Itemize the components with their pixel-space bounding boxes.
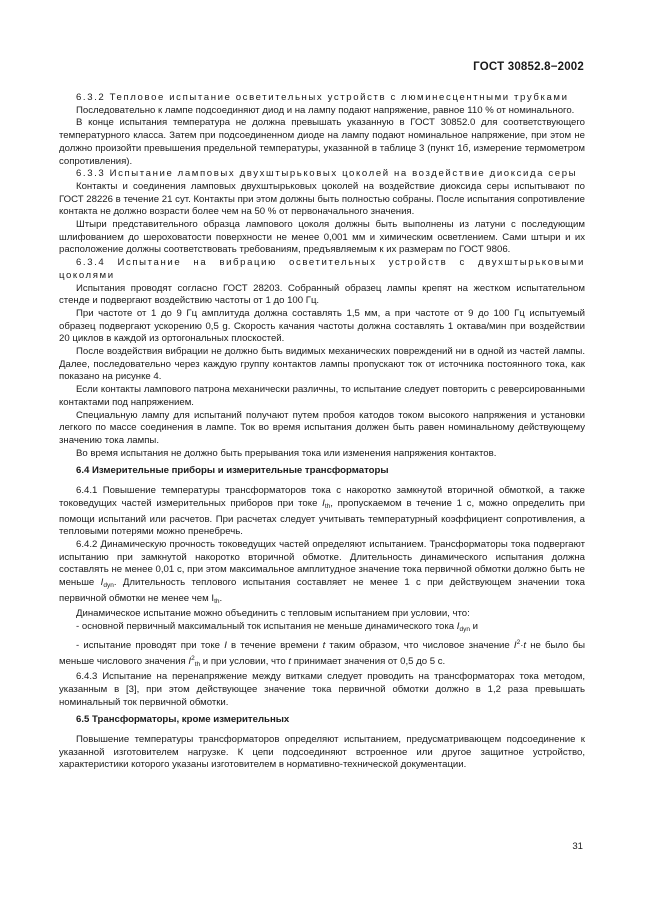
standard-header: ГОСТ 30852.8−2002 [473, 61, 584, 73]
paragraph: Специальную лампу для испытаний получают путем пробоя катодов током высокого напряжения и установки легкого по массе соединения в лампе. Ток во время испытания должен быть равен номинальному действующему значению тока лампы. [59, 409, 585, 446]
section-heading-6-4: 6.4 Измерительные приборы и измерительные трансформаторы [76, 465, 389, 477]
paragraph: Штыри представительного образца лампового цоколя должны быть выполнены из латуни с последующим шлифованием до шероховатости поверхности не менее 0,001 мм и химическим осветлением. Сами штыри и их расположение должны соответствовать требованиям, предъявляемым к их размерам по ГОСТ 9806. [59, 219, 585, 256]
list-item: - испытание проводят при токе I в течение времени t таким образом, что числовое значение $I^2\cdot t$ не было бы меньше числового значения $I^2_{th}$ и при условии, что t принимает значения от 0,5 до 5 с. [59, 638, 586, 668]
subsection-heading-6-3-2: 6.3.2 Тепловое испытание осветительных устройств с люминесцентными трубками [76, 92, 569, 103]
paragraph: После воздействия вибрации не должно быть видимых механических повреждений ни в одной из частей лампы. Далее, последовательно через каждую группу контактов лампы пропускают ток от источника постоянного тока, как показано на рисунке 4. [59, 346, 585, 383]
paragraph-6-4-2: 6.4.2 Динамическую прочность токоведущих частей определяют испытанием. Трансформаторы тока подвергают испытанию при замкнутой накоротко вторичной обмотке. Длительность динамического испытания должна составлять не менее 0,01 с, при этом максимальное амплитудное значение тока первичной обмотки должно быть не меньше $I_{dyn}$. Длительность теплового испытания составляет не менее 1 с при действующем значении тока первичной обмотки не менее чем $I_{th}$. [59, 538, 585, 605]
paragraph: В конце испытания температура не должна превышать указанную в ГОСТ 30852.0 для соответствующего температурного класса. Затем при подсоединенном диоде на лампу подают номинальное напряжение, при этом не должно произойти превышения предельной температуры, указанной в таблице 3 (пункт 1б, измерение термометром сопротивления). [59, 117, 585, 167]
paragraph: Повышение температуры трансформаторов определяют испытанием, предусматривающем подсоединение к указанной изготовителем нагрузке. К цепи подсоединяют встроенное или другое защитное устройство, характеристики которого указаны изготовителем в нормативно-технической документации. [59, 734, 585, 771]
current-symbol: I [322, 497, 325, 509]
subsection-heading-6-3-3: 6.3.3 Испытание ламповых двухштырьковых цоколей на воздействие диоксида серы [76, 168, 578, 180]
paragraph: Испытания проводят согласно ГОСТ 28203. Собранный образец лампы крепят на жестком испытательном стенде и подвергают воздействию частоты от 1 до 100 Гц. [59, 282, 585, 307]
paragraph-6-4-1: 6.4.1 Повышение температуры трансформаторов тока с накоротко замкнутой вторичной обмоткой, а также токоведущих частей измерительных приборов при токе $I_{th}$, пропускаемом в течение 1 с, можно определить при помощи испытаний или расчетов. При расчетах следует учитывать температурный коэффициент сопротивления, а тепловыми потерями можно пренебречь. [59, 485, 586, 538]
list-item: - основной первичный максимальный ток испытания не меньше динамического тока $I_{dyn}$ и [76, 621, 478, 634]
paragraph: Если контакты лампового патрона механически различны, то испытание следует повторить с реверсированными контактами под напряжением. [59, 384, 585, 408]
document-body [59, 92, 585, 772]
paragraph: При частоте от 1 до 9 Гц амплитуда должна составлять 1,5 мм, а при частоте от 9 до 100 Гц испытуемый образец подвергают ускорению 0,5 g. Скорость качания частоты должна составлять 1 октава/мин при воздействии 20 циклов в каждой из ортогональных плоскостей. [59, 307, 585, 345]
paragraph-6-4-3: 6.4.3 Испытание на перенапряжение между витками следует проводить на трансформаторах тока методом, указанным в [3], при этом действующее значение тока первичной обмотки должно в 1,2 раза превышать номинальный ток первичной обмотки. [59, 671, 585, 708]
paragraph: Контакты и соединения ламповых двухштырьковых цоколей на воздействие диоксида серы испытывают по ГОСТ 28226 в течение 21 сут. Контакты при этом должны быть полностью собраны. После испытания сопротивление контакта не должно возрасти более чем на 50 % от первоначального значения. [59, 180, 585, 218]
paragraph: Последовательно к лампе подсоединяют диод и на лампу подают напряжение, равное 110 % от номинального. [76, 104, 575, 116]
page-number: 31 [572, 841, 583, 852]
paragraph: Во время испытания не должно быть прерывания тока или изменения напряжения контактов. [76, 447, 497, 459]
section-heading-6-5: 6.5 Трансформаторы, кроме измерительных [76, 714, 290, 726]
paragraph: Динамическое испытание можно объединить с тепловым испытанием при условии, что: [76, 608, 470, 620]
subsection-heading-6-3-4: 6.3.4 Испытание на вибрацию осветительных устройств с двухштырьковыми цоколями [59, 257, 585, 281]
